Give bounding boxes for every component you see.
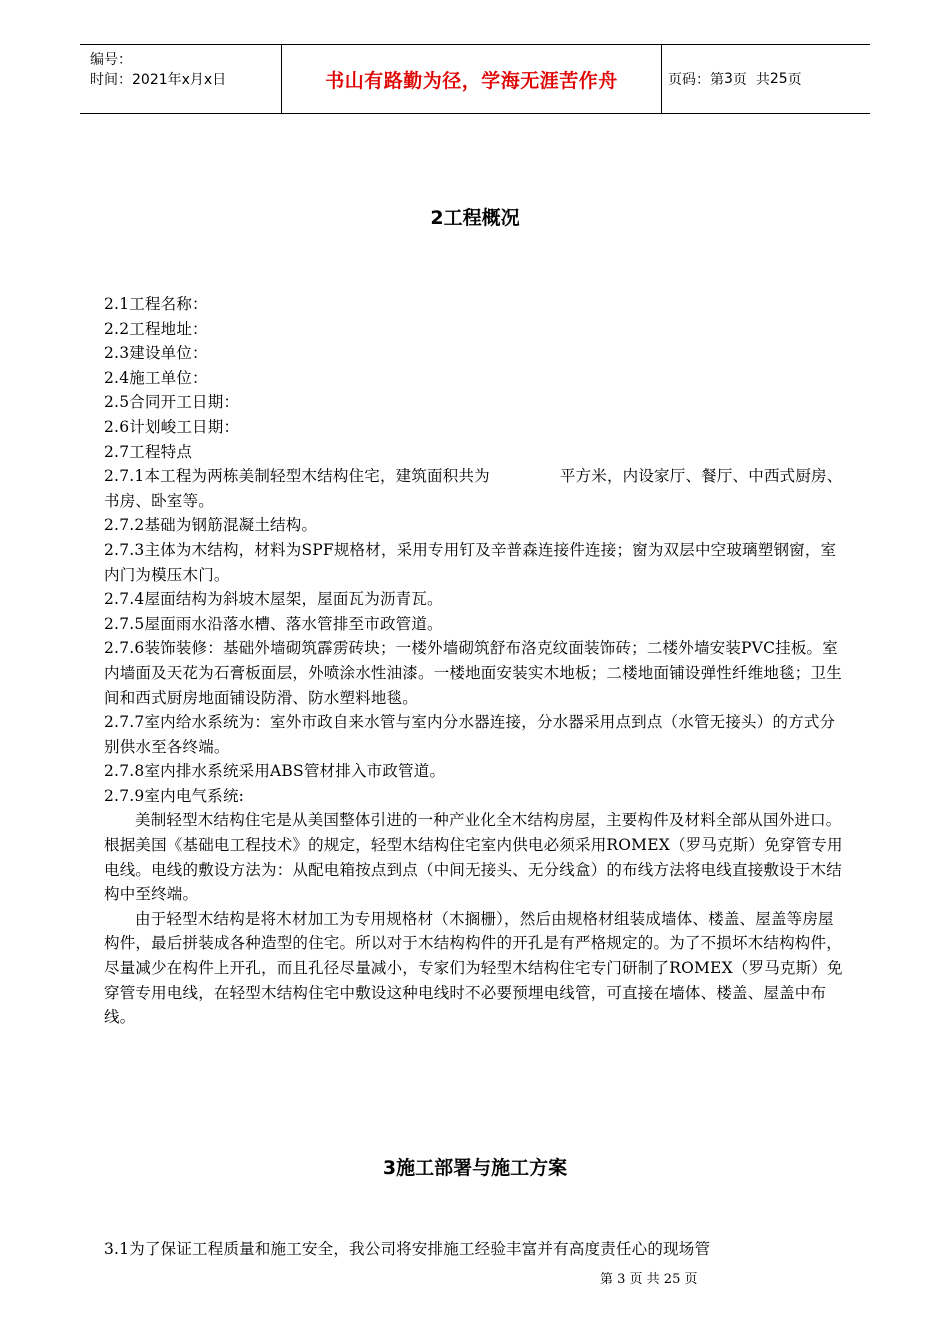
item-2-5: 2.5合同开工日期： [104, 393, 240, 412]
time-label: 时间：2021年x月x日 [90, 72, 227, 88]
header-motto: 书山有路勤为径，学海无涯苦作舟 [282, 45, 662, 113]
number-label: 编号： [90, 52, 132, 68]
item-2-7-1 [104, 464, 848, 513]
item-2-7-1-a: 2.7.1本工程为两栋美制轻型木结构住宅，建筑面积共为 [104, 467, 490, 486]
item-2-7-9: 2.7.9室内电气系统: [104, 786, 245, 805]
item-2-7-1-b: 平方米，内设家厅、餐厅、中西式厨房、书房、卧室等。 [104, 467, 843, 510]
page-num: 3 [724, 71, 733, 87]
item-2-2: 2.2工程地址： [104, 319, 208, 338]
page-total: 25 [769, 71, 788, 87]
electrical-paragraph-1: 美制轻型木结构住宅是从美国整体引进的一种产业化全木结构房屋，主要构件及材料全部从国外进口。根据美国《基础电工程技术》的规定，轻型木结构住宅室内供电必须采用ROMEX（罗马克斯）免穿管专用电线。电线的敷设方法为：从配电箱按点到点（中间无接头、无分线盒）的布线方法将电线直接敷设于木结构中至终端。 [104, 811, 843, 904]
page-header [80, 44, 870, 114]
page-suffix: 页 [787, 72, 802, 88]
item-2-7-5: 2.7.5屋面雨水沿落水槽、落水管排至市政管道。 [104, 614, 443, 633]
section2-body [104, 292, 848, 1030]
item-2-7-3: 2.7.3主体为木结构，材料为SPF规格材，采用专用钉及辛普森连接件连接；窗为双层中空玻璃塑钢窗，室内门为模压木门。 [104, 540, 837, 584]
item-2-7-7: 2.7.7室内给水系统为：室外市政自来水管与室内分水器连接，分水器采用点到点（水管无接头）的方式分别供水至各终端。 [104, 713, 836, 756]
page-mid: 页 共 [732, 72, 770, 88]
item-2-7-6: 2.7.6装饰装修：基础外墙砌筑霹雳砖块；一楼外墙砌筑舒布洛克纹面装饰砖；二楼外墙安装PVC挂板。室内墙面及天花为石膏板面层，外喷涂水性油漆。一楼地面安装实木地板；二楼地面铺设弹性纤维地毯；卫生间和西式厨房地面铺设防滑、防水塑料地毯。 [104, 639, 842, 707]
section2-title: 2工程概况 [430, 207, 520, 229]
header-page-number [662, 45, 870, 113]
item-2-7-2: 2.7.2基础为钢筋混凝土结构。 [104, 516, 318, 535]
item-2-6: 2.6计划峻工日期： [104, 417, 240, 436]
item-2-7-8: 2.7.8室内排水系统采用ABS管材排入市政管道。 [104, 762, 446, 781]
page-footer: 第 3 页 共 25 页 [600, 1272, 698, 1287]
electrical-paragraph-2: 由于轻型木结构是将木材加工为专用规格材（木搁栅），然后由规格材组装成墙体、楼盖、屋盖等房屋构件，最后拼装成各种造型的住宅。所以对于木结构构件的开孔是有严格规定的。为了不损坏木结构构件，尽量减少在构件上开孔，而且孔径尽量减小，专家们为轻型木结构住宅专门研制了ROMEX（罗马克斯）免穿管专用电线，在轻型木结构住宅中敷设这种电线时不必要预埋电线管，可直接在墙体、楼盖、屋盖中布线。 [104, 909, 843, 1027]
page-prefix: 页码：第 [668, 72, 724, 88]
item-2-7-4: 2.7.4屋面结构为斜坡木屋架，屋面瓦为沥青瓦。 [104, 590, 443, 609]
item-2-3: 2.3建设单位： [104, 344, 208, 363]
item-2-4: 2.4施工单位： [104, 368, 208, 387]
header-meta [80, 45, 282, 113]
section3-body [104, 1237, 848, 1262]
section3-title: 3施工部署与施工方案 [382, 1157, 568, 1179]
item-2-7: 2.7工程特点 [104, 442, 193, 461]
item-3-1: 3.1为了保证工程质量和施工安全，我公司将安排施工经验丰富并有高度责任心的现场管 [104, 1240, 711, 1258]
item-2-1: 2.1工程名称： [104, 295, 208, 313]
